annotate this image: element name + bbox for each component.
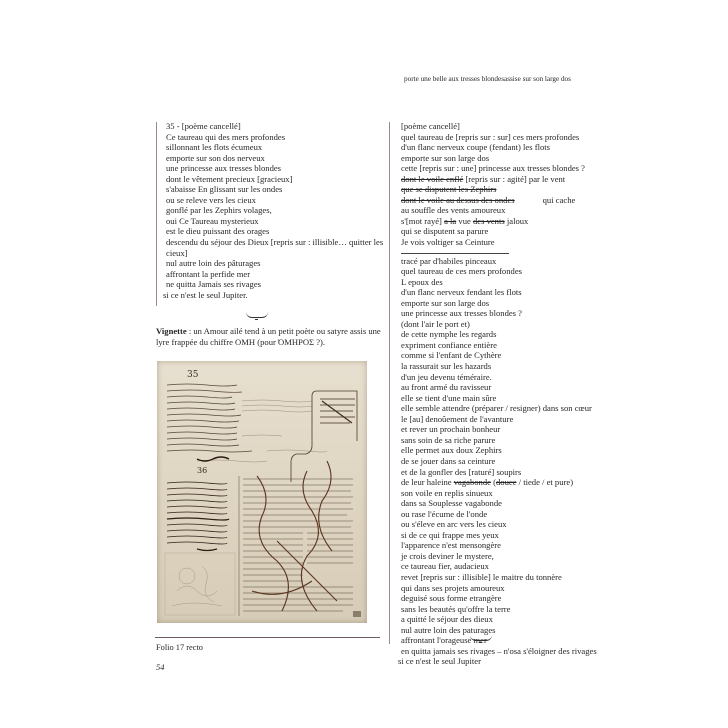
verse-line: ne quitta Jamais ses rivages	[166, 279, 261, 290]
verse-line: 35 - [poème cancellé]	[166, 121, 241, 131]
verse-line	[401, 540, 597, 551]
verse-line	[401, 287, 597, 298]
verse-text: elle semble attendre (préparer / resigner) dans son cœur	[401, 403, 592, 414]
verse-line	[401, 184, 597, 195]
section-separator	[401, 253, 509, 254]
verse-text: quel taureau de ces mers profondes	[401, 266, 522, 277]
verse-text: en quitta jamais ses rivages – n'osa s'éloigner des rivages	[401, 645, 597, 656]
verse-line	[401, 614, 597, 625]
verse-line: oui Ce Taureau mysterieux	[166, 215, 259, 226]
struck-text: dont le voile au dessus des ondes	[401, 194, 515, 205]
verse-line	[401, 593, 597, 604]
manuscript-image	[157, 361, 367, 623]
verse-line	[401, 256, 597, 267]
verse-line: dont le vêtement precieux [gracieux]	[166, 173, 293, 184]
verse-line	[401, 509, 597, 520]
verse-line	[401, 142, 597, 153]
verse-line: Ce taureau qui des mers profondes	[166, 131, 286, 142]
verse-text: une princesse aux tresses blondes ?	[401, 308, 522, 319]
verse-line	[401, 424, 597, 435]
struck-text: que se disputent les Zephirs	[401, 184, 497, 195]
verse-line	[401, 530, 597, 541]
left-poem	[163, 121, 384, 300]
verse-text: et de la gonfler des [raturé] soupirs	[401, 466, 522, 477]
verse-line	[401, 382, 597, 393]
verse-line	[401, 361, 597, 372]
verse-text: qui se disputent sa parure	[401, 226, 489, 237]
right-margin-rule	[389, 122, 390, 644]
verse-text: je crois deviner le mystere,	[401, 550, 494, 561]
verse-line	[401, 403, 597, 414]
verse-line: gonflé par les Zephirs volages,	[166, 205, 272, 216]
vignette-label: Vignette	[156, 326, 187, 336]
verse-text: emporte sur son large dos	[401, 297, 490, 308]
verse-line	[401, 635, 597, 646]
verse-text: L epoux des	[401, 276, 443, 287]
verse-line: est le dieu puissant des orages	[166, 226, 270, 237]
verse-line	[401, 298, 597, 309]
verse-line	[401, 646, 597, 657]
verse-text: l'apparence n'est mensongère	[401, 540, 501, 551]
verse-text: si ce n'est le seul Jupiter	[398, 656, 481, 667]
verse-line	[401, 329, 597, 340]
verse-text: le [au] denoûement de l'avanture	[401, 413, 514, 424]
verse-text: de cette nymphe les regards	[401, 329, 497, 340]
struck-text: douce	[495, 477, 517, 488]
vignette-text: : un Amour ailé tend à un petit poète ou satyre assis une lyre frappée du chiffre OMH (pour ΌΜΗΡΟΣ ?).	[156, 326, 381, 347]
verse-text: revet [repris sur : illisible] le maitre du tonnère	[401, 571, 562, 582]
struck-text: dont le voile enflé	[401, 173, 464, 184]
page-number: 54	[156, 663, 165, 672]
verse-text: ou rase l'écume de l'onde	[401, 508, 488, 519]
verse-text: cette [repris sur : une] princesse aux tresses blondes ?	[401, 163, 585, 174]
verse-text: de leur haleine	[401, 477, 454, 488]
marginal-note: qui cache	[542, 194, 576, 205]
verse-text: de se jouer dans sa ceinture	[401, 455, 496, 466]
right-top-note	[404, 75, 571, 84]
verse-line: si ce n'est le seul Jupiter.	[163, 289, 248, 300]
verse-text: ce taureau fier, audacieux	[401, 561, 489, 572]
verse-text: sans les beautés qu'offre la terre	[401, 603, 511, 614]
verse-text: quel taureau de [repris sur : sur] ces mers profondes	[401, 131, 580, 142]
struck-text: vagabonde	[453, 477, 491, 488]
verse-text: qui dans ses projets amoureux	[401, 582, 505, 593]
verse-line	[401, 467, 597, 478]
verse-line	[401, 226, 597, 237]
verse-line	[401, 604, 597, 615]
verse-line	[401, 393, 597, 404]
verse-line: une princesse aux tresses blondes	[166, 163, 282, 174]
closing-brace-ornament	[246, 311, 268, 318]
verse-line	[401, 583, 597, 594]
verse-line: descendu du séjour des Dieux [repris sur : illisible… quitter les	[166, 237, 384, 248]
manuscript-handwriting-illustration	[157, 361, 367, 623]
verse-text: sans soin de sa riche parure	[401, 434, 496, 445]
verse-text: expriment confiance entière	[401, 339, 497, 350]
verse-text: [repris sur : agité] par le vent	[463, 173, 566, 184]
verse-line: ou se releve vers les cieux	[166, 194, 256, 205]
verse-line	[401, 572, 597, 583]
right-poem	[398, 121, 597, 667]
verse-line	[401, 477, 597, 488]
verse-text: comme si l'enfant de Cythère	[401, 350, 502, 361]
verse-line	[401, 551, 597, 562]
verse-text: si de ce qui frappe mes yeux	[401, 529, 499, 540]
verse-line	[401, 340, 597, 351]
verse-text: et rever un prochain bonheur	[401, 424, 501, 435]
verse-text: d'un flanc nerveux coupe (fendant) les flots	[401, 142, 551, 153]
verse-text: [poème cancellé]	[401, 121, 460, 131]
verse-line	[401, 163, 597, 174]
verse-text: son voile en replis sinueux	[401, 487, 493, 498]
verse-line	[401, 132, 597, 143]
verse-line: porte une belle aux tresses blondes	[404, 75, 504, 83]
verse-line	[401, 153, 597, 164]
verse-text: tracé par d'habiles pinceaux	[401, 255, 497, 266]
verse-line	[401, 319, 597, 330]
verse-line: sillonnant les flots écumeux	[166, 142, 263, 153]
verse-text: ou s'éleve en arc vers les cieux	[401, 519, 507, 530]
svg-text:36: 36	[197, 466, 208, 475]
struck-text: des vents	[472, 215, 505, 226]
svg-text:35: 35	[187, 370, 199, 380]
verse-text: d'un jeu devenu téméraire.	[401, 371, 492, 382]
verse-text: elle permet aux doux Zephirs	[401, 445, 502, 456]
verse-text: elle se tient d'une main sûre	[401, 392, 497, 403]
verse-text: jaloux	[504, 215, 529, 226]
verse-line	[401, 561, 597, 572]
struck-text: a la	[444, 215, 457, 226]
verse-text: dans sa Souplesse vagabonde	[401, 498, 502, 509]
verse-line: emporte sur son dos nerveux	[166, 152, 265, 163]
verse-text: au souffle des vents amoureux	[401, 205, 506, 216]
verse-text: s'[mot rayé]	[401, 215, 445, 226]
verse-text: affrontant l'orageuse mer	[401, 635, 487, 646]
verse-line	[401, 121, 597, 132]
verse-line: affrontant la perfide mer	[166, 268, 251, 279]
left-margin-rule	[156, 122, 157, 306]
verse-line	[401, 625, 597, 636]
verse-text: a quitté le séjour des dieux	[401, 614, 493, 625]
verse-line	[401, 237, 597, 248]
verse-line	[401, 519, 597, 530]
verse-text: au front armé du ravisseur	[401, 382, 492, 393]
verse-line	[401, 308, 597, 319]
verse-text: / tiede / et pure)	[516, 477, 574, 488]
image-caption: Folio 17 recto	[156, 643, 203, 652]
vignette-description	[156, 326, 386, 347]
verse-line: cieux]	[166, 247, 188, 258]
verse-text: deguisé sous forme etrangère	[401, 593, 502, 604]
verse-line	[401, 372, 597, 383]
verse-text: la rassurait sur les hazards	[401, 361, 492, 372]
verse-line	[401, 435, 597, 446]
verse-line	[401, 277, 597, 288]
verse-line	[401, 445, 597, 456]
verse-text: nul autre loin des paturages	[401, 624, 496, 635]
verse-line: nul autre loin des pâturages	[166, 258, 261, 269]
verse-line	[401, 195, 597, 206]
verse-text: vue	[456, 215, 473, 226]
verse-text: emporte sur son large dos	[401, 152, 490, 163]
verse-line: s'abaisse En glissant sur les ondes	[166, 184, 283, 195]
verse-text: (dont l'air le port et)	[401, 318, 470, 329]
verse-text: (	[490, 477, 496, 488]
caption-divider	[155, 637, 380, 638]
verse-line	[401, 488, 597, 499]
verse-line	[401, 205, 597, 216]
verse-text: Je vois voltiger sa Ceinture	[401, 237, 495, 248]
verse-line	[401, 174, 597, 185]
verse-line	[401, 414, 597, 425]
verse-line	[401, 266, 597, 277]
closing-brace-ornament	[470, 634, 492, 641]
verse-line	[401, 456, 597, 467]
verse-text: d'un flanc nerveux fendant les flots	[401, 287, 522, 298]
verse-line	[401, 350, 597, 361]
verse-line	[401, 216, 597, 227]
verse-line	[398, 656, 597, 667]
verse-line	[401, 498, 597, 509]
verse-line: assise sur son large dos	[504, 75, 571, 83]
